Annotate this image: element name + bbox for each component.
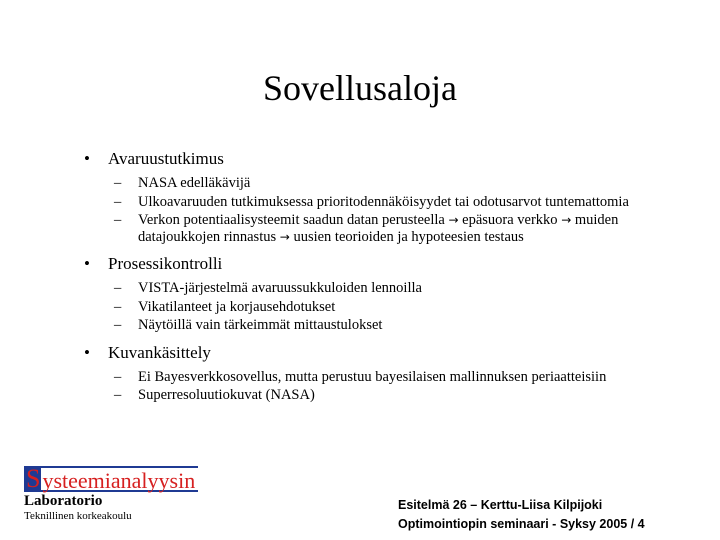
slide-title: Sovellusaloja bbox=[263, 68, 457, 108]
section-heading-text: Prosessikontrolli bbox=[108, 254, 223, 273]
list-item-text: VISTA-järjestelmä avaruussukkuloiden lennoilla bbox=[138, 280, 422, 296]
arrow-icon: → bbox=[448, 213, 459, 227]
list-item bbox=[84, 369, 664, 386]
logo-wordmark bbox=[24, 466, 198, 492]
list-item bbox=[84, 387, 664, 404]
section-heading bbox=[84, 253, 664, 275]
section-prosessikontrolli bbox=[84, 253, 664, 334]
section-avaruustutkimus bbox=[84, 148, 664, 245]
logo-initial: S bbox=[26, 464, 41, 493]
list-item-text: Ei Bayesverkkosovellus, mutta perustuu bayesilaisen mallinnuksen periaatteisiin bbox=[138, 368, 607, 385]
footer-presenter: Esitelmä 26 – Kerttu-Liisa Kilpijoki bbox=[398, 498, 603, 512]
list-item-text: Superresoluutiokuvat (NASA) bbox=[138, 387, 315, 403]
dash-icon: – bbox=[114, 175, 122, 191]
dash-icon: – bbox=[114, 317, 122, 333]
list-item bbox=[84, 280, 664, 297]
dash-icon: – bbox=[114, 298, 122, 315]
logo-institution: Teknillinen korkeakoulu bbox=[24, 510, 132, 522]
bullet-icon: • bbox=[84, 254, 90, 273]
lab-logo bbox=[24, 466, 198, 523]
list-item bbox=[84, 299, 664, 316]
slide-footer bbox=[398, 496, 645, 534]
sub-list bbox=[84, 280, 664, 334]
list-item-text: Vikatilanteet ja korjausehdotukset bbox=[138, 298, 336, 315]
dash-icon: – bbox=[114, 280, 122, 296]
dash-icon: – bbox=[114, 368, 122, 385]
list-item-text: Verkon potentiaalisysteemit saadun datan perusteella → epäsuora verkko → muiden datajoukkojen rinnastus → uusien teorioiden ja hypoteesien testaus bbox=[138, 212, 619, 245]
dash-icon: – bbox=[114, 387, 122, 403]
section-heading bbox=[84, 342, 664, 364]
slide-content bbox=[84, 148, 664, 412]
arrow-icon: → bbox=[279, 229, 290, 244]
list-item bbox=[84, 317, 664, 334]
list-item-text: NASA edelläkävijä bbox=[138, 175, 251, 191]
section-heading-text: Avaruustutkimus bbox=[108, 149, 224, 168]
section-heading-text: Kuvankäsittely bbox=[108, 342, 211, 362]
bullet-icon: • bbox=[84, 342, 90, 362]
section-heading bbox=[84, 148, 664, 170]
dash-icon: – bbox=[114, 212, 122, 228]
logo-subtitle: Laboratorio bbox=[24, 493, 103, 509]
list-item bbox=[84, 212, 664, 245]
list-item bbox=[84, 194, 664, 211]
list-item bbox=[84, 175, 664, 192]
arrow-icon: → bbox=[561, 213, 572, 227]
footer-course: Optimointiopin seminaari - Syksy 2005 / 4 bbox=[398, 517, 645, 531]
list-item-text: Ulkoavaruuden tutkimuksessa prioritodennäköisyydet tai odotusarvot tuntemattomia bbox=[138, 193, 629, 210]
section-kuvankasittely bbox=[84, 342, 664, 404]
logo-word: ysteemianalyysin bbox=[41, 466, 198, 492]
sub-list bbox=[84, 369, 664, 404]
dash-icon: – bbox=[114, 193, 122, 210]
bullet-icon: • bbox=[84, 149, 90, 168]
list-item-text: Näytöillä vain tärkeimmät mittaustulokset bbox=[138, 317, 383, 333]
sub-list bbox=[84, 175, 664, 245]
